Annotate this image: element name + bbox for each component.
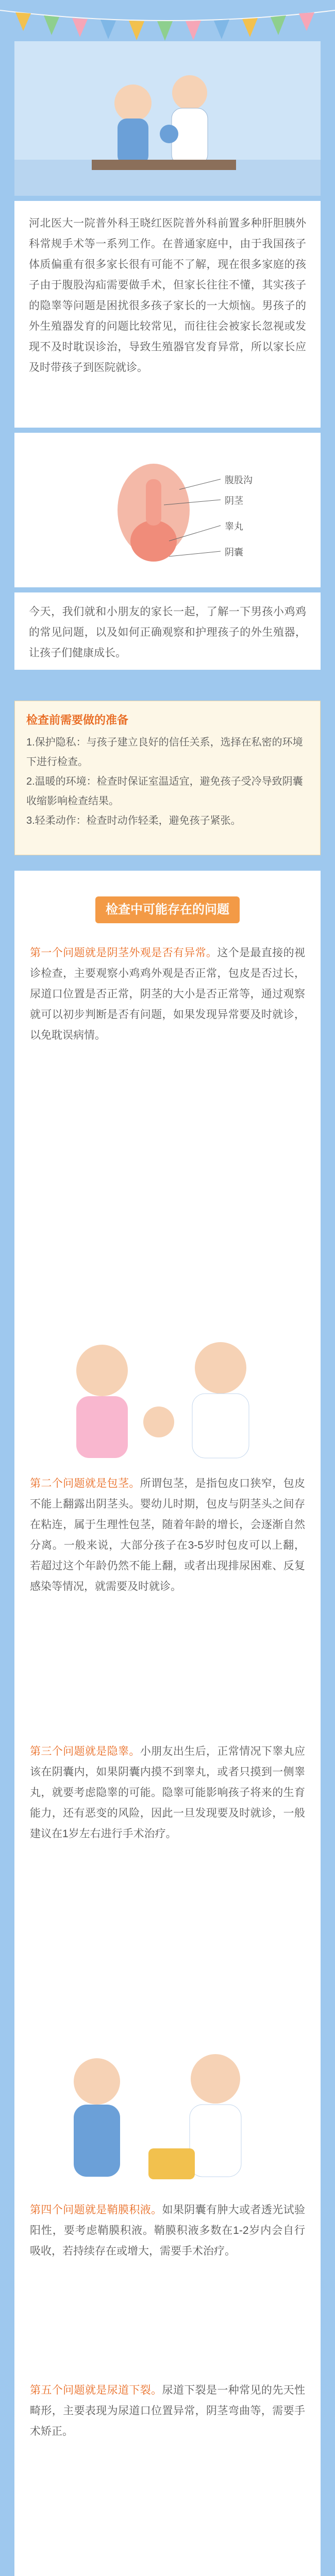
doctor-child-exam-illustration [14,2035,321,2190]
problem-5-text: 尿道下裂是一种常见的先天性畸形，主要表现为尿道口位置异常，阴茎弯曲等，需要手术矫正。 [30,2384,305,2437]
tip-item-1: 1.保护隐私：与孩子建立良好的信任关系，选择在私密的环境下进行检查。 [26,737,303,768]
boy-illustration [14,2550,321,2576]
tips-title: 检查前需要做的准备 [26,714,129,726]
problem-1 [14,943,321,1046]
anatomy-diagram [14,433,321,587]
label-testis: 睾丸 [225,521,243,532]
section-title-badge: 检查中可能存在的问题 [95,896,240,923]
problem-4 [14,2200,321,2262]
bunting-decoration [0,0,335,46]
tip-item-2: 2.温暖的环境：检查时保证室温适宜，避免孩子受冷导致阴囊收缩影响检查结果。 [26,776,303,807]
label-scrotum: 阴囊 [225,547,243,557]
problem-3 [14,1741,321,1844]
problem-1-lead: 第一个问题就是阴茎外观是否有异常。 [30,947,217,959]
tips-card [14,701,321,855]
label-penis: 阴茎 [225,496,243,506]
label-inguinal: 腹股沟 [225,475,253,485]
tip-item-3: 3.轻柔动作：检查时动作轻柔，避免孩子紧张。 [26,815,241,826]
problem-4-text: 如果阴囊有肿大或者透光试验阳性，要考虑鞘膜积液。鞘膜积液多数在1-2岁内会自行吸收，若持续存在或增大，需要手术治疗。 [30,2204,305,2257]
problem-5-lead: 第五个问题就是尿道下裂。 [30,2384,162,2396]
intro-paragraph-2: 今天，我们就和小朋友的家长一起，了解一下男孩小鸡鸡的常见问题，以及如何正确观察和护理孩子的外生殖器，让孩子们健康成长。 [29,606,306,659]
problem-3-text: 小朋友出生后，正常情况下睾丸应该在阴囊内，如果阴囊内摸不到睾丸，或者只摸到一侧睾丸，就要考虑隐睾的可能。隐睾可能影响孩子将来的生育能力，还有恶变的风险，因此一旦发现要及时就诊，一般建议在1岁左右进行手术治疗。 [30,1745,305,1840]
problem-5 [14,2380,321,2442]
intro-card-2 [14,592,321,670]
problem-3-lead: 第三个问题就是隐睾。 [30,1745,140,1757]
problem-2-lead: 第二个问题就是包茎。 [30,1478,140,1489]
doctor-baby-illustration [14,1319,321,1463]
problems-section [14,871,321,2576]
doctor-child-illustration [14,41,321,196]
problem-1-text: 这个是最直接的视诊检查，主要观察小鸡鸡外观是否正常，包皮是否过长，尿道口位置是否正常，阴茎的大小是否正常等，通过观察就可以初步判断是否有问题，如果发现异常要及时就诊，以免耽误病情。 [30,947,305,1041]
problem-4-lead: 第四个问题就是鞘膜积液。 [30,2204,162,2216]
problem-2 [14,1473,321,1597]
intro-paragraph: 河北医大一院普外科王晓红医院普外科前置多种肝胆胰外科常规手术等一系列工作。在普通家庭中，由于我国孩子体质偏重有很多家长很有可能不了解，现在很多家庭的孩子由于腹股沟疝需要做手术，但家长往往不懂，其实孩子的隐睾等问题是困扰很多孩子家长的一大烦恼。男孩子的外生殖器发育的问题比较常见，而往往会被家长忽视或发现不及时耽误诊治，导致生殖器官发育异常，所以家长应及时带孩子到医院就诊。 [29,217,306,374]
problem-2-text: 所谓包茎，是指包皮口狭窄，包皮不能上翻露出阴茎头。婴幼儿时期，包皮与阴茎头之间存在粘连，属于生理性包茎，随着年龄的增长，会逐渐自然分离。一般来说，大部分孩子在3-5岁时包皮可以上翻，若超过这个年龄仍然不能上翻，或者出现排尿困难、反复感染等情况，就需要及时就诊。 [30,1478,305,1592]
intro-card [14,201,321,428]
